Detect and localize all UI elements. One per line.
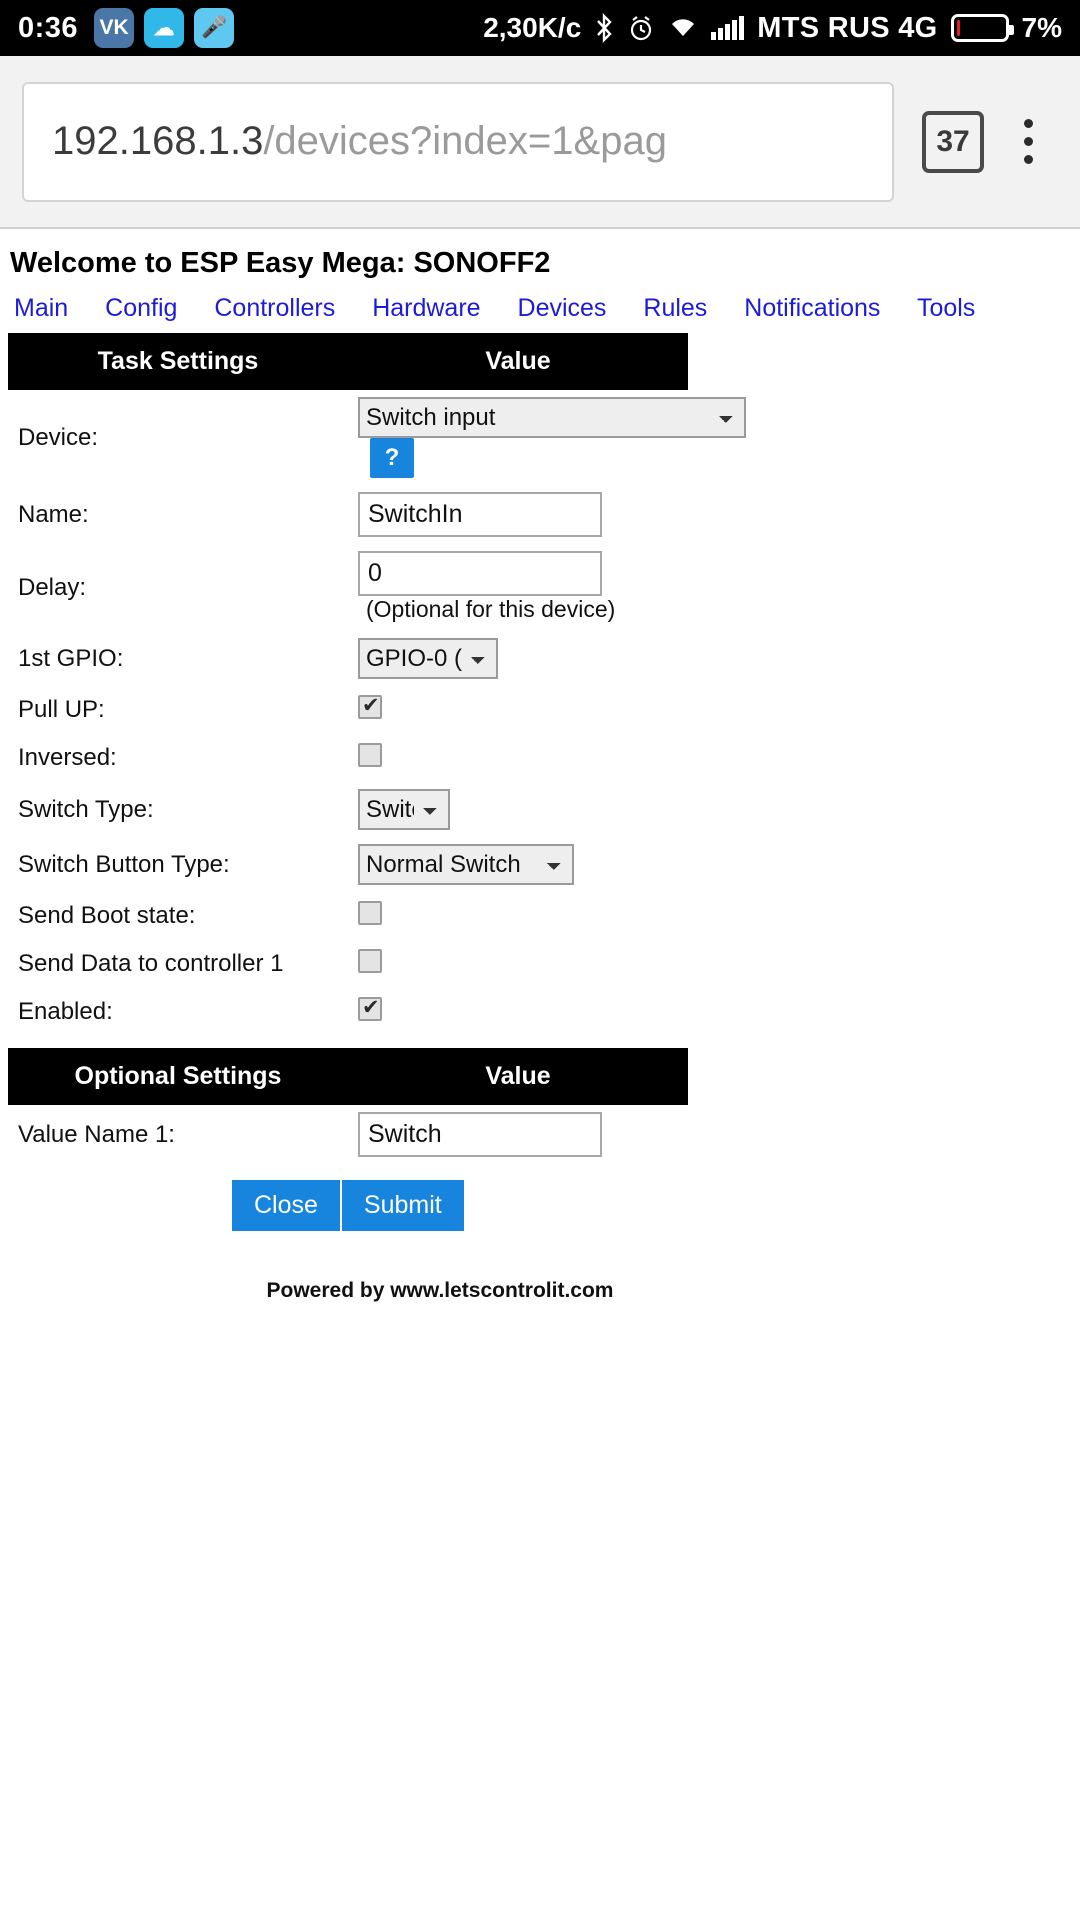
enabled-checkbox[interactable] (358, 997, 382, 1021)
browser-toolbar (0, 56, 1080, 229)
label-send-data: Send Data to controller 1 (18, 950, 284, 977)
vk-icon: VK (94, 8, 134, 48)
footer-credit: Powered by www.letscontrolit.com (266, 1279, 614, 1302)
wifi-icon (668, 16, 698, 40)
switch-type-select[interactable] (358, 789, 450, 830)
value-name-1-input[interactable] (358, 1112, 602, 1157)
task-settings-header-right: Value (348, 333, 688, 390)
row-device (8, 390, 688, 485)
row-send-data (8, 940, 688, 988)
row-button-type (8, 837, 688, 892)
row-switch-type (8, 782, 688, 837)
pullup-checkbox[interactable] (358, 695, 382, 719)
row-boot-state (8, 892, 688, 940)
cell-switch-type (348, 782, 688, 837)
optional-settings-header-right: Value (348, 1048, 688, 1105)
row-gpio (8, 631, 688, 686)
cell-device (348, 390, 688, 485)
label-switch-type: Switch Type: (18, 795, 154, 823)
label-device: Device: (18, 423, 99, 451)
label-inversed: Inversed: (18, 744, 117, 771)
page-title: Welcome to ESP Easy Mega: SONOFF2 (10, 247, 551, 279)
bluetooth-icon (594, 13, 614, 43)
alarm-icon (627, 14, 655, 42)
overflow-menu-icon[interactable] (998, 107, 1058, 177)
label-boot-state: Send Boot state: (18, 902, 196, 929)
nav-item-tools[interactable]: Tools (916, 294, 976, 322)
nav-item-hardware[interactable]: Hardware (372, 294, 481, 322)
label-value-name-1: Value Name 1: (18, 1120, 175, 1148)
help-button[interactable]: ? (370, 438, 414, 478)
name-input[interactable] (358, 492, 602, 537)
mic-icon: 🎤 (194, 8, 234, 48)
row-delay (8, 544, 688, 631)
row-name (8, 485, 688, 544)
cell-send-data (348, 940, 688, 988)
carrier-label: MTS RUS 4G (757, 11, 938, 44)
network-speed: 2,30K/c (483, 12, 582, 43)
cell-boot-state (348, 892, 688, 940)
label-enabled: Enabled: (18, 998, 113, 1025)
url-host: 192.168.1.3 (52, 119, 264, 163)
boot-state-checkbox[interactable] (358, 901, 382, 925)
battery-icon (951, 14, 1009, 42)
submit-button[interactable]: Submit (342, 1180, 464, 1231)
row-enabled (8, 988, 688, 1036)
nav-item-notifications[interactable]: Notifications (744, 294, 881, 322)
url-path: /devices?index=1&pag (263, 119, 667, 163)
page-content (0, 229, 1080, 1303)
cell-delay (348, 544, 688, 631)
cell-button-type (348, 837, 688, 892)
send-data-checkbox[interactable] (358, 949, 382, 973)
battery-percent: 7% (1021, 12, 1062, 43)
status-bar (0, 0, 1080, 56)
delay-hint: (Optional for this device) (366, 596, 616, 622)
row-inversed (8, 734, 688, 782)
label-gpio: 1st GPIO: (18, 644, 124, 672)
row-pullup (8, 686, 688, 734)
form-buttons (222, 1164, 1080, 1231)
cell-gpio (348, 631, 688, 686)
nav-menu (0, 280, 1080, 333)
cell-pullup (348, 686, 688, 734)
cell-inversed (348, 734, 688, 782)
tab-count-button[interactable]: 37 (922, 111, 984, 173)
row-value-name-1 (8, 1105, 688, 1164)
nav-item-config[interactable]: Config (105, 294, 178, 322)
signal-bars-icon (711, 16, 744, 40)
nav-item-rules[interactable]: Rules (643, 294, 708, 322)
nav-item-main[interactable]: Main (14, 294, 69, 322)
label-name: Name: (18, 500, 89, 528)
label-button-type: Switch Button Type: (18, 850, 230, 878)
task-settings-header-left: Task Settings (8, 333, 348, 390)
delay-input[interactable] (358, 551, 602, 596)
inversed-checkbox[interactable] (358, 743, 382, 767)
task-settings-header (8, 333, 688, 390)
cell-enabled (348, 988, 688, 1036)
button-type-select[interactable] (358, 844, 574, 885)
cloud-icon: ☁ (144, 8, 184, 48)
optional-settings-table (8, 1048, 688, 1164)
nav-item-controllers[interactable]: Controllers (214, 294, 336, 322)
optional-settings-header-left: Optional Settings (8, 1048, 348, 1105)
task-settings-table (8, 333, 688, 1036)
nav-item-devices[interactable]: Devices (517, 294, 607, 322)
device-select[interactable] (358, 397, 746, 438)
label-pullup: Pull UP: (18, 696, 105, 723)
url-input[interactable] (22, 82, 894, 202)
cell-name (348, 485, 688, 544)
cell-value-name-1 (348, 1105, 688, 1164)
status-clock: 0:36 (18, 11, 79, 44)
label-delay: Delay: (18, 573, 87, 601)
close-button[interactable]: Close (232, 1180, 340, 1231)
optional-settings-header (8, 1048, 688, 1105)
status-bar-right (483, 12, 1062, 45)
gpio-select[interactable] (358, 638, 498, 679)
